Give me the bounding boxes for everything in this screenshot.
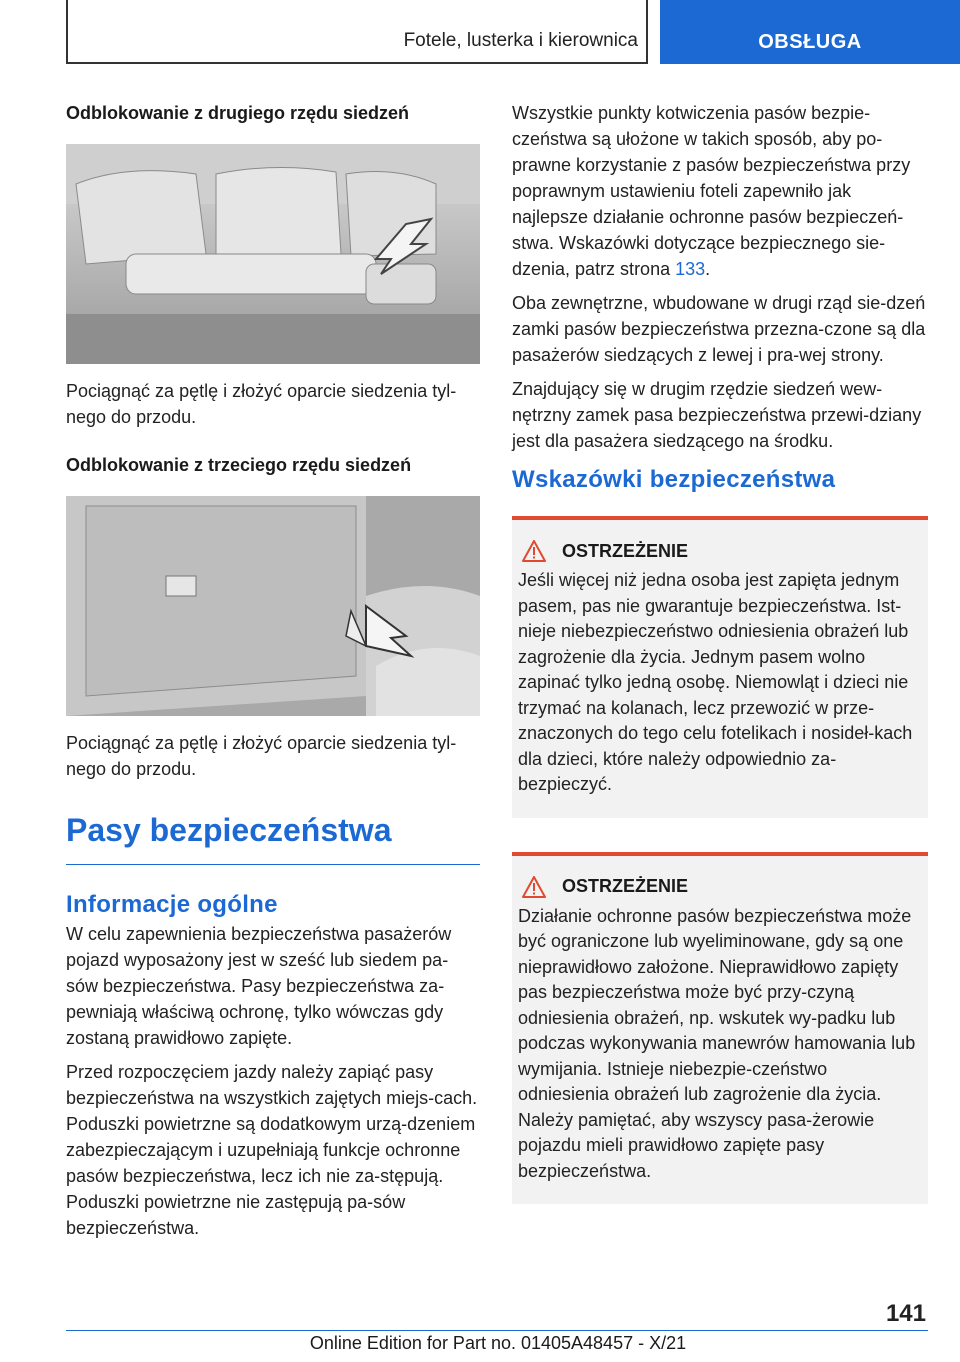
warning-triangle-icon (522, 876, 546, 898)
warning-title (518, 540, 920, 562)
safety-heading: Wskazówki bezpieczeństwa (512, 466, 836, 493)
section-title: Fotele, lusterka i kierownica (403, 30, 638, 51)
left-column (66, 100, 480, 1249)
subsection-heading: Informacje ogólne (66, 891, 278, 918)
paragraph-end: . (705, 259, 711, 279)
paragraph: W celu zapewnienia bezpieczeństwa pasażerów pojazd wyposażony jest w sześć lub siedem pa-sów bezpieczeństwa. Pasy bezpieczeństwa za-pewniają właściwą ochronę, tylko wówczas gdy zostaną prawidłowo zapięte. (66, 924, 452, 1048)
warning-text: Jeśli więcej niż jedna osoba jest zapięta jednym pasem, pas nie gwarantuje bezpieczeństwa. Ist-nieje niebezpieczeństwo odniesienia obrażeń lub zagrożenie dla życia. Jednym pasem wolno zapinać tylko jedną osobę. Niemowląt i dzieci nie trzymać na kolanach, lecz przewozić w prze-znaczonych do tego celu fotelikach i nosideł-kach dla dzieci, które należy odpowiednio za-bezpieczyć. (518, 570, 913, 794)
second-row-seat-photo (66, 144, 480, 364)
caption-third-row: Pociągnąć za pętlę i złożyć oparcie siedzenia tyl-nego do przodu. (66, 733, 457, 779)
warning-label: OSTRZEŻENIE (562, 540, 689, 561)
warning-box (512, 852, 928, 1205)
paragraph-text: Wszystkie punkty kotwiczenia pasów bezpie-czeństwa są ułożone w takich sposób, aby po-prawne korzystanie z pasów bezpieczeństwa przy poprawnym ustawieniu foteli zapewniło jak najlepsze działanie ochronne pasów bezpieczeń-stwa. Wskazówki dotyczące bezpiecznego sie-dzenia, patrz strona (512, 103, 911, 279)
section-heading: Pasy bezpieczeństwa (66, 812, 392, 848)
section-heading-rule (66, 864, 480, 865)
warning-title (518, 876, 920, 898)
paragraph (512, 100, 928, 282)
page-number: 141 (885, 1300, 926, 1327)
edition-note: Online Edition for Part no. 01405A48457 - X/21 (309, 1333, 687, 1353)
footer-rule (66, 1330, 928, 1331)
caption-second-row: Pociągnąć za pętlę i złożyć oparcie siedzenia tyl-nego do przodu. (66, 381, 457, 427)
paragraph: Przed rozpoczęciem jazdy należy zapiąć pasy bezpieczeństwa na wszystkich zajętych miejs-cach. Poduszki powietrzne są dodatkowym urzą-dzeniem zabezpieczającym i uzupełniają funkcje ochronne pasów bezpieczeństwa, lecz ich nie za-stępują. Poduszki powietrzne nie zastępują pa-sów bezpieczeństwa. (66, 1062, 478, 1238)
third-row-seat-photo (66, 496, 480, 716)
warning-text: Działanie ochronne pasów bezpieczeństwa może być ograniczone lub wyeliminowane, gdy są one nieprawidłowo założone. Nieprawidłowo zapięty pas bezpieczeństwa może być przy-czyną odniesienia obrażeń, np. wskutek wy-padku lub podczas wykonywania manewrów hamowania lub wymijania. Istnieje niebezpie-czeństwo odniesienia obrażeń lub zagrożenie dla życia. Należy pamiętać, aby wszyscy pasa-żerowie pojazdu mieli prawidłowo zapięte pasy bezpieczeństwa. (518, 905, 916, 1181)
warning-box (512, 516, 928, 818)
warning-triangle-icon (522, 540, 546, 562)
subheading-second-row: Odblokowanie z drugiego rzędu siedzeń (66, 103, 410, 123)
subheading-third-row: Odblokowanie z trzeciego rzędu siedzeń (66, 455, 412, 475)
right-column (512, 100, 928, 1204)
anchor-points-text (512, 100, 928, 454)
chapter-tab[interactable]: OBSŁUGA (660, 0, 960, 64)
warning-label: OSTRZEŻENIE (562, 876, 689, 896)
general-info-text (66, 921, 480, 1241)
paragraph: Znajdujący się w drugim rzędzie siedzeń wew-nętrzny zamek pasa bezpieczeństwa przewi-dziany jest dla pasażera siedzącego na środku. (512, 379, 922, 451)
paragraph: Oba zewnętrzne, wbudowane w drugi rząd sie-dzeń zamki pasów bezpieczeństwa przezna-czone są dla pasażerów siedzących z lewej i pra-wej strony. (512, 293, 926, 365)
page-link[interactable]: 133 (675, 259, 706, 279)
